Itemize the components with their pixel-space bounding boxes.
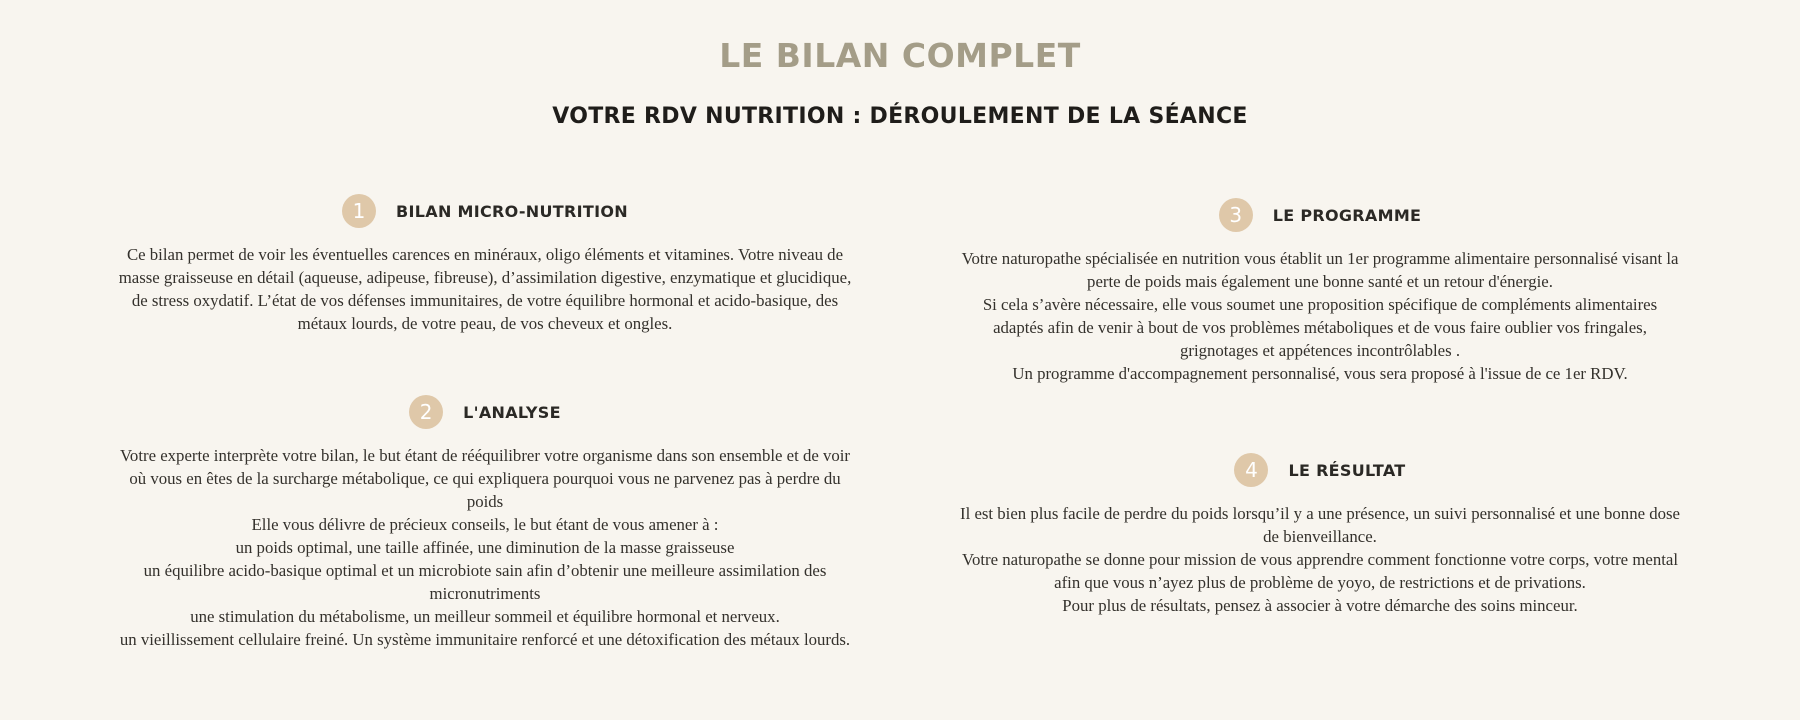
page-subtitle: VOTRE RDV NUTRITION : DÉROULEMENT DE LA SÉANCE (552, 104, 1248, 129)
section-bilan-micro-nutrition (110, 193, 860, 335)
section-title: LE PROGRAMME (1272, 205, 1422, 225)
paragraph: Elle vous délivre de précieux conseils, le but étant de vous amener à : (251, 515, 719, 534)
paragraph: un vieillissement cellulaire freiné. Un système immunitaire renforcé et une détoxification des métaux lourds. (119, 630, 851, 649)
paragraph: un poids optimal, une taille affinée, une diminution de la masse graisseuse (235, 538, 735, 557)
paragraph: Il est bien plus facile de perdre du poids lorsqu’il y a une présence, un suivi personnalisé et une bonne dose de bienveillance. (960, 504, 1680, 546)
step-number-badge: 4 (1234, 453, 1268, 487)
paragraph: Votre naturopathe se donne pour mission de vous apprendre comment fonctionne votre corps, votre mental afin que vous n’ayez plus de problème de yoyo, de restrictions et de privations. (962, 550, 1678, 592)
section-programme (960, 197, 1680, 385)
paragraph: Un programme d'accompagnement personnalisé, vous sera proposé à l'issue de ce 1er RDV. (1012, 364, 1628, 383)
section-header (960, 197, 1680, 233)
section-title: L'ANALYSE (463, 402, 561, 422)
paragraph: une stimulation du métabolisme, un meilleur sommeil et équilibre hormonal et nerveux. (190, 607, 780, 626)
section-header (110, 193, 860, 229)
section-header (960, 452, 1680, 488)
paragraph: Pour plus de résultats, pensez à associer à votre démarche des soins minceur. (1062, 596, 1578, 615)
paragraph: Votre naturopathe spécialisée en nutrition vous établit un 1er programme alimentaire personnalisé visant la perte de poids mais également une bonne santé et un retour d'énergie. (961, 249, 1679, 291)
section-analyse (110, 394, 860, 651)
page-title: LE BILAN COMPLET (719, 36, 1081, 75)
paragraph: Ce bilan permet de voir les éventuelles carences en minéraux, oligo éléments et vitamines. Votre niveau de masse graisseuse en détail (aqueuse, adipeuse, fibreuse), d’assimilation digestive, enzymatique et glucidique, de stress oxydatif. L’état de vos défenses immunitaires, de votre équilibre hormonal et acido-basique, des métaux lourds, de votre peau, de vos cheveux et ongles. (118, 245, 852, 333)
section-body (110, 243, 860, 335)
section-title: BILAN MICRO-NUTRITION (396, 201, 628, 221)
section-resultat (960, 452, 1680, 617)
section-header (110, 394, 860, 430)
section-body (960, 502, 1680, 617)
section-body (960, 247, 1680, 385)
section-title: LE RÉSULTAT (1288, 460, 1406, 480)
paragraph: un équilibre acido-basique optimal et un microbiote sain afin d’obtenir une meilleure assimilation des micronutriments (143, 561, 827, 603)
step-number-badge: 1 (342, 194, 376, 228)
paragraph: Si cela s’avère nécessaire, elle vous soumet une proposition spécifique de compléments alimentaires adaptés afin de venir à bout de vos problèmes métaboliques et de vous faire oublier vos fringales, grignotages et appétences incontrôlables . (982, 295, 1658, 360)
step-number-badge: 3 (1219, 198, 1253, 232)
paragraph: Votre experte interprète votre bilan, le but étant de rééquilibrer votre organisme dans son ensemble et de voir où vous en êtes de la surcharge métabolique, ce qui expliquera pourquoi vous ne parvenez pas à perdre du poids (119, 446, 851, 511)
step-number-badge: 2 (409, 395, 443, 429)
section-body (110, 444, 860, 651)
